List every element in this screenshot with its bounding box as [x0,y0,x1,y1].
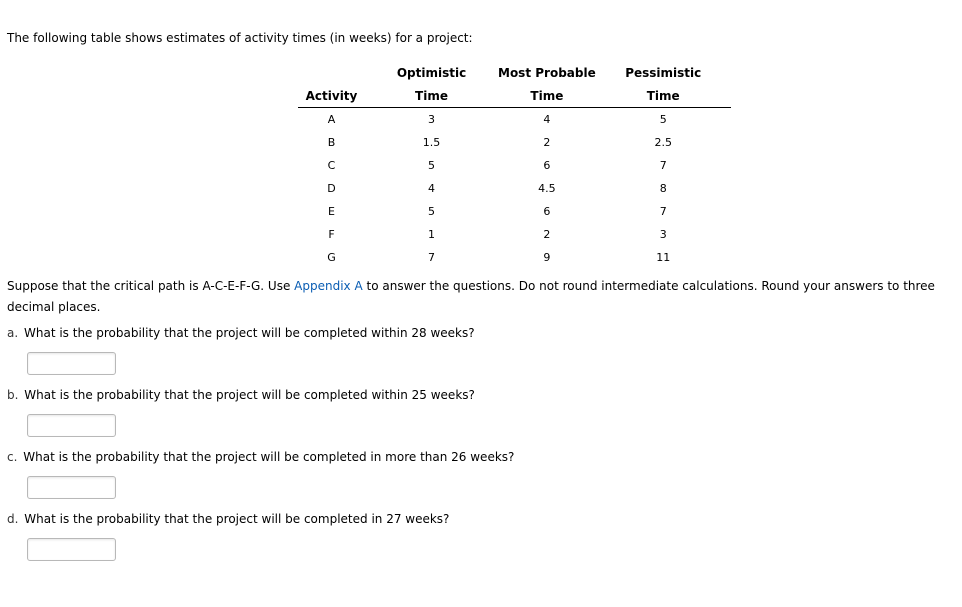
cell-activity: E [328,205,335,218]
header-pessimistic-time: Time [596,84,731,108]
question-text: What is the probability that the project will be completed in more than 26 weeks? [23,450,515,464]
question-letter: c. [7,450,18,464]
question-text: What is the probability that the project will be completed within 25 weeks? [24,388,475,402]
answer-input-b[interactable] [27,414,116,437]
table-row [298,223,731,246]
cell-pessimistic: 3 [659,228,667,241]
question-letter: b. [7,388,19,402]
cell-optimistic: 3 [428,113,435,126]
question-text: What is the probability that the project will be completed within 28 weeks? [24,326,475,340]
question-c [7,450,514,464]
cell-pessimistic: 7 [659,159,667,172]
cell-pessimistic: 2.5 [654,136,672,149]
cell-pessimistic: 11 [656,251,671,264]
header-most-probable-time: Time [498,84,596,108]
cell-activity: F [328,228,335,241]
question-letter: a. [7,326,19,340]
intro-text: The following table shows estimates of activity times (in weeks) for a project: [7,31,473,45]
cell-optimistic: 5 [428,205,435,218]
cell-activity: A [327,113,336,126]
table-header-row-top [298,61,731,84]
cell-most-probable: 9 [543,251,551,264]
table-row [298,177,731,200]
header-activity: Activity [298,84,365,108]
answer-input-a[interactable] [27,352,116,375]
cell-activity: D [327,182,336,195]
answer-input-c[interactable] [27,476,116,499]
table-row [298,246,731,269]
instructions-before-link: Suppose that the critical path is A-C-E-F-G. Use [7,279,295,293]
cell-activity: B [327,136,336,149]
question-d [7,512,449,526]
header-optimistic-time: Time [365,84,498,108]
question-a [7,326,475,340]
cell-pessimistic: 7 [659,205,667,218]
cell-optimistic: 4 [428,182,435,195]
cell-most-probable: 2 [543,136,551,149]
question-text: What is the probability that the project will be completed in 27 weeks? [24,512,450,526]
cell-pessimistic: 5 [659,113,667,126]
activity-times-table [298,61,731,269]
instructions-after-link: to answer the questions. Do not round intermediate calculations. Round your answers to three decimal places. [7,279,935,314]
table-row [298,154,731,177]
instructions-text [7,276,952,318]
question-letter: d. [7,512,19,526]
cell-pessimistic: 8 [659,182,667,195]
cell-optimistic: 1 [428,228,435,241]
cell-most-probable: 4 [543,113,551,126]
cell-optimistic: 1.5 [422,136,441,149]
table-row [298,200,731,223]
appendix-a-link[interactable]: Appendix A [294,279,363,293]
header-activity-top [298,61,365,84]
answer-input-d[interactable] [27,538,116,561]
table-header-row-bottom [298,84,731,108]
cell-most-probable: 6 [543,159,551,172]
cell-most-probable: 2 [543,228,551,241]
header-pessimistic: Pessimistic [625,65,702,80]
cell-most-probable: 6 [543,205,551,218]
header-most-probable: Most Probable [498,65,596,80]
cell-most-probable: 4.5 [538,182,556,195]
table-row [298,131,731,154]
table-row [298,108,731,132]
cell-optimistic: 5 [428,159,435,172]
cell-optimistic: 7 [428,251,435,264]
cell-activity: C [327,159,336,172]
header-optimistic: Optimistic [396,65,467,80]
question-b [7,388,475,402]
cell-activity: G [327,251,336,264]
